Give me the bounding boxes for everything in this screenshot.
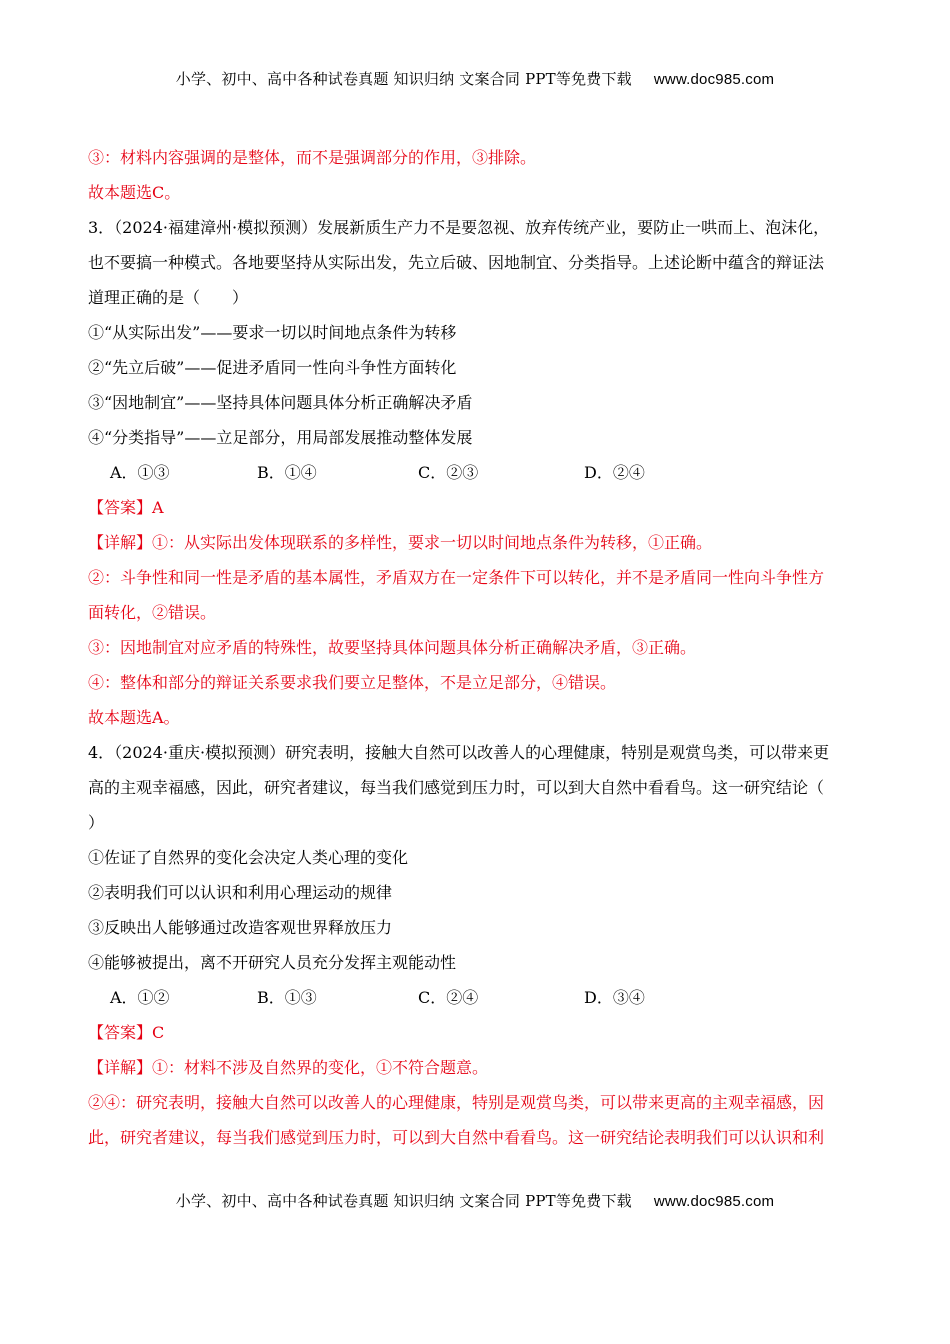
q3-item-3: ③“因地制宜”——坚持具体问题具体分析正确解决矛盾 — [88, 393, 473, 412]
q4-item-3: ③反映出人能够通过改造客观世界释放压力 — [88, 918, 393, 937]
prev-conclusion: 故本题选C。 — [88, 183, 181, 202]
footer-text: 小学、初中、高中各种试卷真题 知识归纳 文案合同 PPT等免费下载 — [175, 1192, 632, 1210]
q3-item-1: ①“从实际出发”——要求一切以时间地点条件为转移 — [88, 323, 457, 342]
q3-detail-2b: 面转化，②错误。 — [88, 603, 217, 622]
q4-detail-1: 【详解】①：材料不涉及自然界的变化，①不符合题意。 — [88, 1058, 489, 1077]
q4-item-1: ①佐证了自然界的变化会决定人类心理的变化 — [88, 848, 409, 867]
q4-stem-line-3: ） — [88, 813, 105, 832]
q3-conclusion: 故本题选A。 — [88, 708, 180, 727]
q3-option-c: C．②③ — [418, 463, 479, 482]
page-header — [0, 68, 950, 89]
q3-option-a: A．①③ — [110, 463, 170, 482]
page-footer — [0, 1190, 950, 1211]
q4-options — [88, 980, 864, 1015]
q3-stem-line-3: 道理正确的是（ ） — [88, 288, 249, 307]
q3-detail-2a: ②：斗争性和同一性是矛盾的基本属性，矛盾双方在一定条件下可以转化，并不是矛盾同一性向斗争性方 — [88, 568, 825, 587]
q3-detail-4: ④：整体和部分的辩证关系要求我们要立足整体，不是立足部分，④错误。 — [88, 673, 617, 692]
footer-url[interactable]: www.doc985.com — [653, 1193, 775, 1210]
q4-detail-2a: ②④：研究表明，接触大自然可以改善人的心理健康，特别是观赏鸟类，可以带来更高的主观幸福感，因 — [88, 1093, 825, 1112]
q4-detail-2b: 此，研究者建议，每当我们感觉到压力时，可以到大自然中看看鸟。这一研究结论表明我们可以认识和利 — [88, 1128, 825, 1147]
q4-option-d: D．③④ — [584, 988, 645, 1007]
q4-stem-line-1: 4．（2024·重庆·模拟预测）研究表明，接触大自然可以改善人的心理健康，特别是观赏鸟类，可以带来更 — [88, 743, 830, 762]
q3-options — [88, 455, 864, 490]
q4-item-4: ④能够被提出，离不开研究人员充分发挥主观能动性 — [88, 953, 457, 972]
q4-option-c: C．②④ — [418, 988, 479, 1007]
q4-item-2: ②表明我们可以认识和利用心理运动的规律 — [88, 883, 393, 902]
q3-detail-3: ③：因地制宜对应矛盾的特殊性，故要坚持具体问题具体分析正确解决矛盾，③正确。 — [88, 638, 697, 657]
q4-answer: 【答案】C — [88, 1023, 165, 1042]
q3-option-b: B．①④ — [257, 463, 317, 482]
header-text: 小学、初中、高中各种试卷真题 知识归纳 文案合同 PPT等免费下载 — [175, 70, 632, 88]
prev-detail-3: ③：材料内容强调的是整体，而不是强调部分的作用，③排除。 — [88, 148, 537, 167]
q3-option-d: D．②④ — [584, 463, 645, 482]
q3-stem-line-1: 3．（2024·福建漳州·模拟预测）发展新质生产力不是要忽视、放弃传统产业，要防止一哄而上、泡沫化， — [88, 218, 830, 237]
q3-item-4: ④“分类指导”——立足部分，用局部发展推动整体发展 — [88, 428, 473, 447]
page-content — [88, 140, 864, 1155]
q3-answer: 【答案】A — [88, 498, 164, 517]
q3-item-2: ②“先立后破”——促进矛盾同一性向斗争性方面转化 — [88, 358, 457, 377]
q3-detail-1: 【详解】①：从实际出发体现联系的多样性，要求一切以时间地点条件为转移，①正确。 — [88, 533, 713, 552]
q3-stem-line-2: 也不要搞一种模式。各地要坚持从实际出发，先立后破、因地制宜、分类指导。上述论断中蕴含的辩证法 — [88, 253, 825, 272]
q4-option-b: B．①③ — [257, 988, 317, 1007]
q4-stem-line-2: 高的主观幸福感，因此，研究者建议，每当我们感觉到压力时，可以到大自然中看看鸟。这一研究结论（ — [88, 778, 825, 797]
q4-option-a: A．①② — [110, 988, 170, 1007]
header-url[interactable]: www.doc985.com — [653, 71, 775, 88]
